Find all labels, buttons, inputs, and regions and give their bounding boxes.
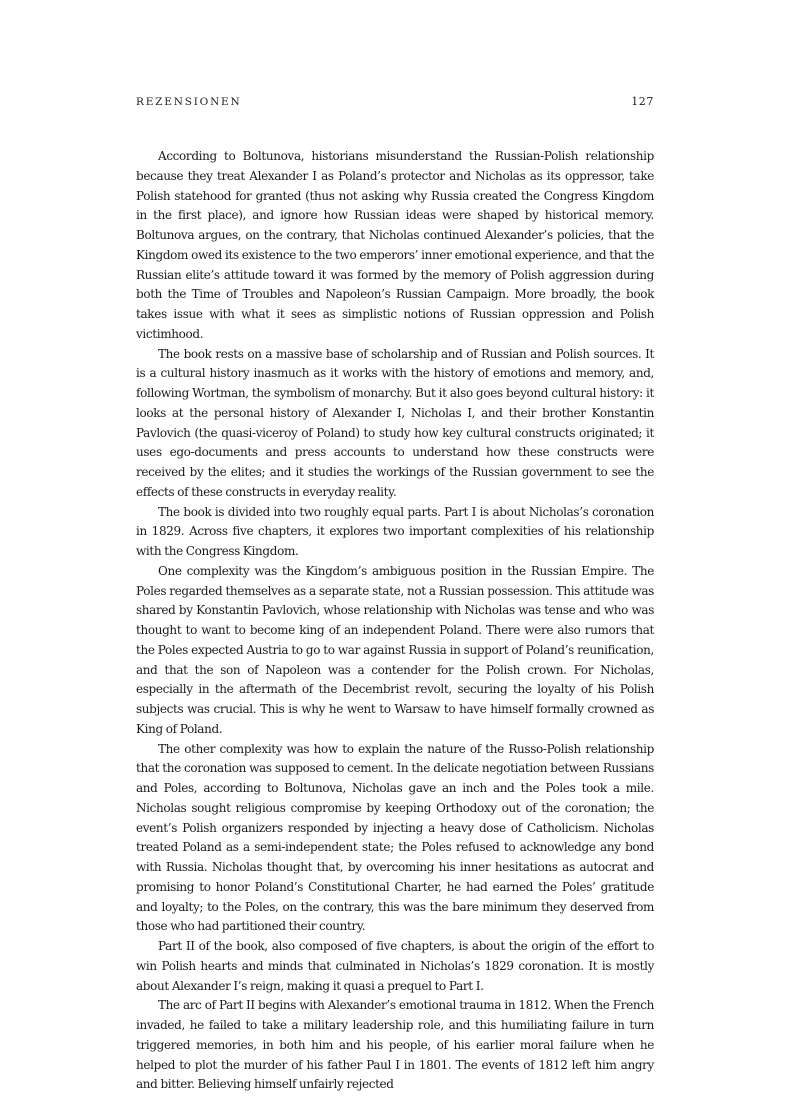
paragraph: One complexity was the Kingdom’s ambiguous position in the Russian Empire. The Poles regarded themselves as a separate state, not a Russian possession. This attitude was shared by Konstantin Pavlovich, whose relationship with Nicholas was tense and who was thought to want to become king of an independent Poland. There were also rumors that the Poles expected Austria to go to war against Russia in support of Poland’s reunification, and that the son of Napoleon was a contender for the Polish crown. For Nicholas, especially in the aftermath of the Decembrist revolt, securing the loyalty of his Polish subjects was crucial. This is why he went to Warsaw to have himself formally crowned as King of Poland.	[136, 563, 654, 736]
paragraph: The other complexity was how to explain the nature of the Russo-Polish relationship that the coronation was supposed to cement. In the delicate negotiation between Russians and Poles, according to Boltunova, Nicholas gave an inch and the Poles took a mile. Nicholas sought religious compromise by keeping Orthodoxy out of the coronation; the event’s Polish organizers responded by injecting a heavy dose of Catholicism. Nicholas treated Poland as a semi-independent state; the Poles refused to acknowledge any bond with Russia. Nicholas thought that, by overcoming his inner hesitations as autocrat and promising to honor Poland’s Constitutional Charter, he had earned the Poles’ gratitude and loyalty; to the Poles, on the contrary, this was the bare minimum they deserved from those who had partitioned their country.	[136, 741, 654, 934]
paragraph: According to Boltunova, historians misunderstand the Russian-Polish relationship because they treat Alexander I as Poland’s protector and Nicholas as its oppressor, take Polish statehood for granted (thus not asking why Russia created the Congress Kingdom in the first place), and ignore how Russian ideas were shaped by historical memory. Boltunova argues, on the contrary, that Nicholas continued Alexander’s policies, that the Kingdom owed its existence to the two emperors’ inner emotional experience, and that the Russian elite’s attitude toward it was formed by the memory of Polish aggression during both the Time of Troubles and Napoleon’s Russian Campaign. More broadly, the book takes issue with what it sees as simplistic notions of Russian oppression and Polish victimhood.	[136, 149, 654, 341]
paragraph: The book is divided into two roughly equal parts. Part I is about Nicholas’s coronation in 1829. Across five chapters, it explores two important complexities of his relationship with the Congress Kingdom.	[136, 504, 654, 558]
paragraph: The arc of Part II begins with Alexander’s emotional trauma in 1812. When the French invaded, he failed to take a military leadership role, and this humiliating failure in turn triggered memories, in both him and his people, of his earlier moral failure when he helped to plot the murder of his father Paul I in 1801. The events of 1812 left him angry and bitter. Believing himself unfairly rejected	[136, 998, 654, 1092]
paragraph: Part II of the book, also composed of five chapters, is about the origin of the effort to win Polish hearts and minds that culminated in Nicholas’s 1829 coronation. It is mostly about Alexander I’s reign, making it quasi a prequel to Part I.	[136, 939, 654, 993]
page-number: 127	[631, 95, 654, 108]
running-title: REZENSIONEN	[136, 96, 242, 108]
paragraph: The book rests on a massive base of scholarship and of Russian and Polish sources. It is a cultural history inasmuch as it works with the history of emotions and memory, and, following Wortman, the symbolism of monarchy. But it also goes beyond cultural history: it looks at the personal history of Alexander I, Nicholas I, and their brother Konstantin Pavlovich (the quasi-viceroy of Poland) to study how key cultural constructs originated; it uses ego-documents and press accounts to understand how these constructs were received by the elites; and it studies the workings of the Russian government to see the effects of these constructs in everyday reality.	[136, 346, 654, 499]
body-text	[136, 147, 654, 1095]
running-head	[136, 95, 654, 108]
